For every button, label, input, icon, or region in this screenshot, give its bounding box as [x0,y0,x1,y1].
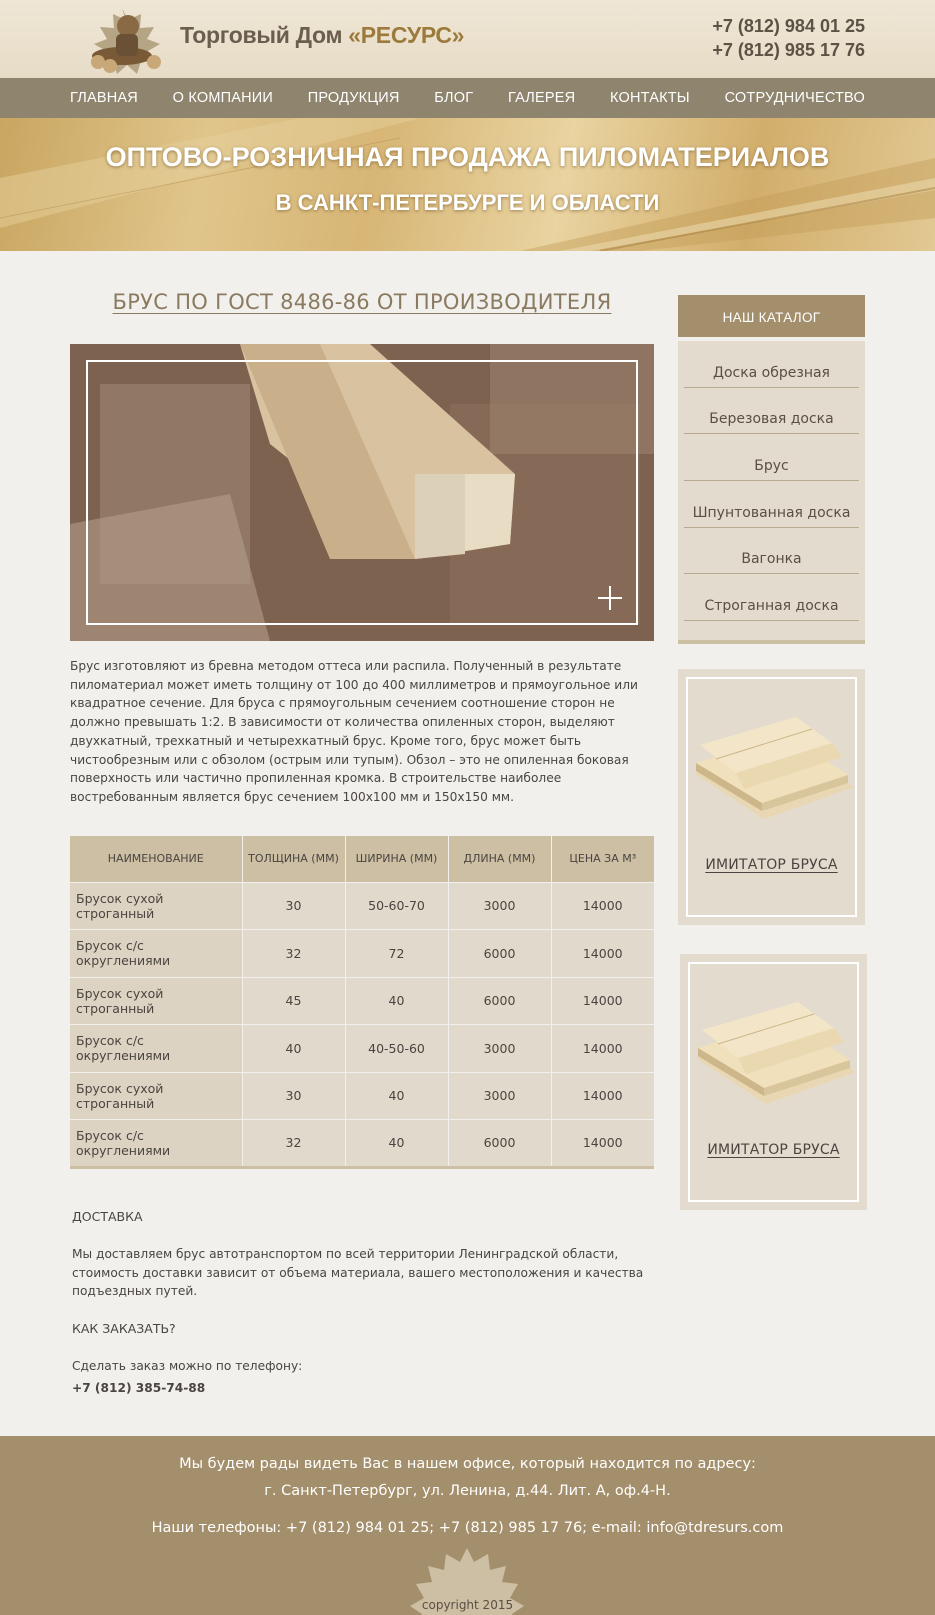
site-header [0,0,935,78]
cell-price: 14000 [551,930,654,978]
cell-name: Брусок сухой строганный [70,1072,242,1120]
cell-price: 14000 [551,882,654,930]
product-photo[interactable] [70,344,654,641]
footer-line-contacts[interactable]: Наши телефоны: +7 (812) 984 01 25; +7 (812) 985 17 76; e-mail: info@tdresurs.com [151,1520,784,1536]
cell-width: 40 [345,977,448,1025]
cell-name: Брусок с/с округлениями [70,1120,242,1168]
catalog-item-tongue-board[interactable]: Шпунтованная доска [684,481,859,528]
header-phones [712,14,865,62]
nav-item-products[interactable]: ПРОДУКЦИЯ [307,90,400,106]
hero-subtitle: В САНКТ-ПЕТЕРБУРГЕ И ОБЛАСТИ [275,190,660,215]
product-description: Брус изготовляют из бревна методом оттеса или распила. Полученный в результате пиломатериал может иметь толщину от 100 до 400 миллиметров и прямоугольное или квадратное сечение. Для бруса с прямоугольным сечением соотношение сторон не должно превышать 1:2. В зависимости от количества опиленных сторон, выделяют двухкатный, трехкатный и четырехкатный брус. Кроме того, брус может быть чистообрезным или с обзолом (острым или тупым). Обзол – это не опиленная боковая поверхность или частично пропиленная кромка. В строительстве наиболее востребованным является брус сечением 100x100 мм и 150x150 мм. [70,659,638,804]
brand-name[interactable] [180,22,464,49]
nav-item-cooperation[interactable]: СОТРУДНИЧЕСТВО [724,90,865,106]
catalog-item-beam[interactable]: Брус [684,434,859,481]
table-row [70,1120,654,1168]
cell-price: 14000 [551,1072,654,1120]
cell-name: Брусок сухой строганный [70,882,242,930]
cell-price: 14000 [551,977,654,1025]
cell-name: Брусок с/с округлениями [70,930,242,978]
main-nav [0,78,935,118]
catalog-panel [678,295,865,644]
cell-length: 3000 [448,882,551,930]
copyright: copyright 2015 [421,1598,514,1612]
cell-thickness: 40 [242,1025,345,1073]
brand-prefix: Торговый Дом [180,22,349,48]
cell-length: 3000 [448,1025,551,1073]
table-row [70,977,654,1025]
zoom-plus-icon[interactable] [598,586,622,610]
cell-thickness: 45 [242,977,345,1025]
price-table [70,836,654,1169]
cell-name: Брусок сухой строганный [70,977,242,1025]
table-header-name: НАИМЕНОВАНИЕ [70,836,242,882]
cell-thickness: 32 [242,1120,345,1168]
catalog-item-lining[interactable]: Вагонка [684,528,859,575]
cell-length: 3000 [448,1072,551,1120]
cell-width: 40-50-60 [345,1025,448,1073]
order-text: Сделать заказ можно по телефону: [72,1359,303,1373]
boards-image [688,984,859,1104]
site-footer [0,1436,935,1615]
footer-line-office: Мы будем рады видеть Вас в нашем офисе, который находится по адресу: [179,1456,756,1472]
nav-item-home[interactable]: ГЛАВНАЯ [70,90,138,106]
brand-accent: «РЕСУРС» [348,22,465,48]
delivery-heading: ДОСТАВКА [72,1209,143,1224]
page-title: БРУС ПО ГОСТ 8486-86 ОТ ПРОИЗВОДИТЕЛЯ [112,290,612,314]
table-row [70,930,654,978]
table-header-length: ДЛИНА (ММ) [448,836,551,882]
table-header-width: ШИРИНА (ММ) [345,836,448,882]
nav-item-contacts[interactable]: КОНТАКТЫ [610,90,690,106]
hero-banner [0,118,935,251]
table-header-thickness: ТОЛЩИНА (ММ) [242,836,345,882]
cell-width: 40 [345,1072,448,1120]
table-row [70,882,654,930]
cell-thickness: 30 [242,882,345,930]
logo-icon[interactable] [70,4,180,76]
promo-title[interactable]: ИМИТАТОР БРУСА [707,1142,840,1158]
catalog-item-edged-board[interactable]: Доска обрезная [684,341,859,388]
cell-width: 72 [345,930,448,978]
order-heading: КАК ЗАКАЗАТЬ? [72,1321,176,1336]
catalog-heading: НАШ КАТАЛОГ [678,295,865,341]
table-row [70,1025,654,1073]
catalog-item-planed-board[interactable]: Строганная доска [684,574,859,621]
cell-name: Брусок с/с округлениями [70,1025,242,1073]
table-row [70,1072,654,1120]
header-phone-1[interactable]: +7 (812) 984 01 25 [712,16,865,36]
promo-title[interactable]: ИМИТАТОР БРУСА [705,857,838,873]
wood-texture-image [0,118,935,251]
promo-card[interactable] [678,669,865,925]
cell-width: 40 [345,1120,448,1168]
cell-length: 6000 [448,930,551,978]
order-phone[interactable]: +7 (812) 385-74-88 [72,1381,206,1395]
cell-length: 6000 [448,1120,551,1168]
hero-title: ОПТОВО-РОЗНИЧНАЯ ПРОДАЖА ПИЛОМАТЕРИАЛОВ [105,142,830,172]
cell-thickness: 32 [242,930,345,978]
cell-width: 50-60-70 [345,882,448,930]
cell-price: 14000 [551,1120,654,1168]
nav-item-about[interactable]: О КОМПАНИИ [172,90,274,106]
cell-length: 6000 [448,977,551,1025]
cell-thickness: 30 [242,1072,345,1120]
promo-card[interactable] [680,954,867,1210]
nav-item-blog[interactable]: БЛОГ [434,90,474,106]
boards-image [686,699,857,819]
catalog-item-birch-board[interactable]: Березовая доска [684,388,859,435]
delivery-text: Мы доставляем брус автотранспортом по всей территории Ленинградской области, стоимость доставки зависит от объема материала, вашего местоположения и качества подъездных путей. [72,1247,644,1299]
photo-frame [86,360,638,625]
nav-item-gallery[interactable]: ГАЛЕРЕЯ [507,90,576,106]
cell-price: 14000 [551,1025,654,1073]
footer-line-address: г. Санкт-Петербург, ул. Ленина, д.44. Лит. А, оф.4-Н. [264,1483,671,1499]
table-header-price: ЦЕНА ЗА М³ [551,836,654,882]
header-phone-2[interactable]: +7 (812) 985 17 76 [712,40,865,60]
